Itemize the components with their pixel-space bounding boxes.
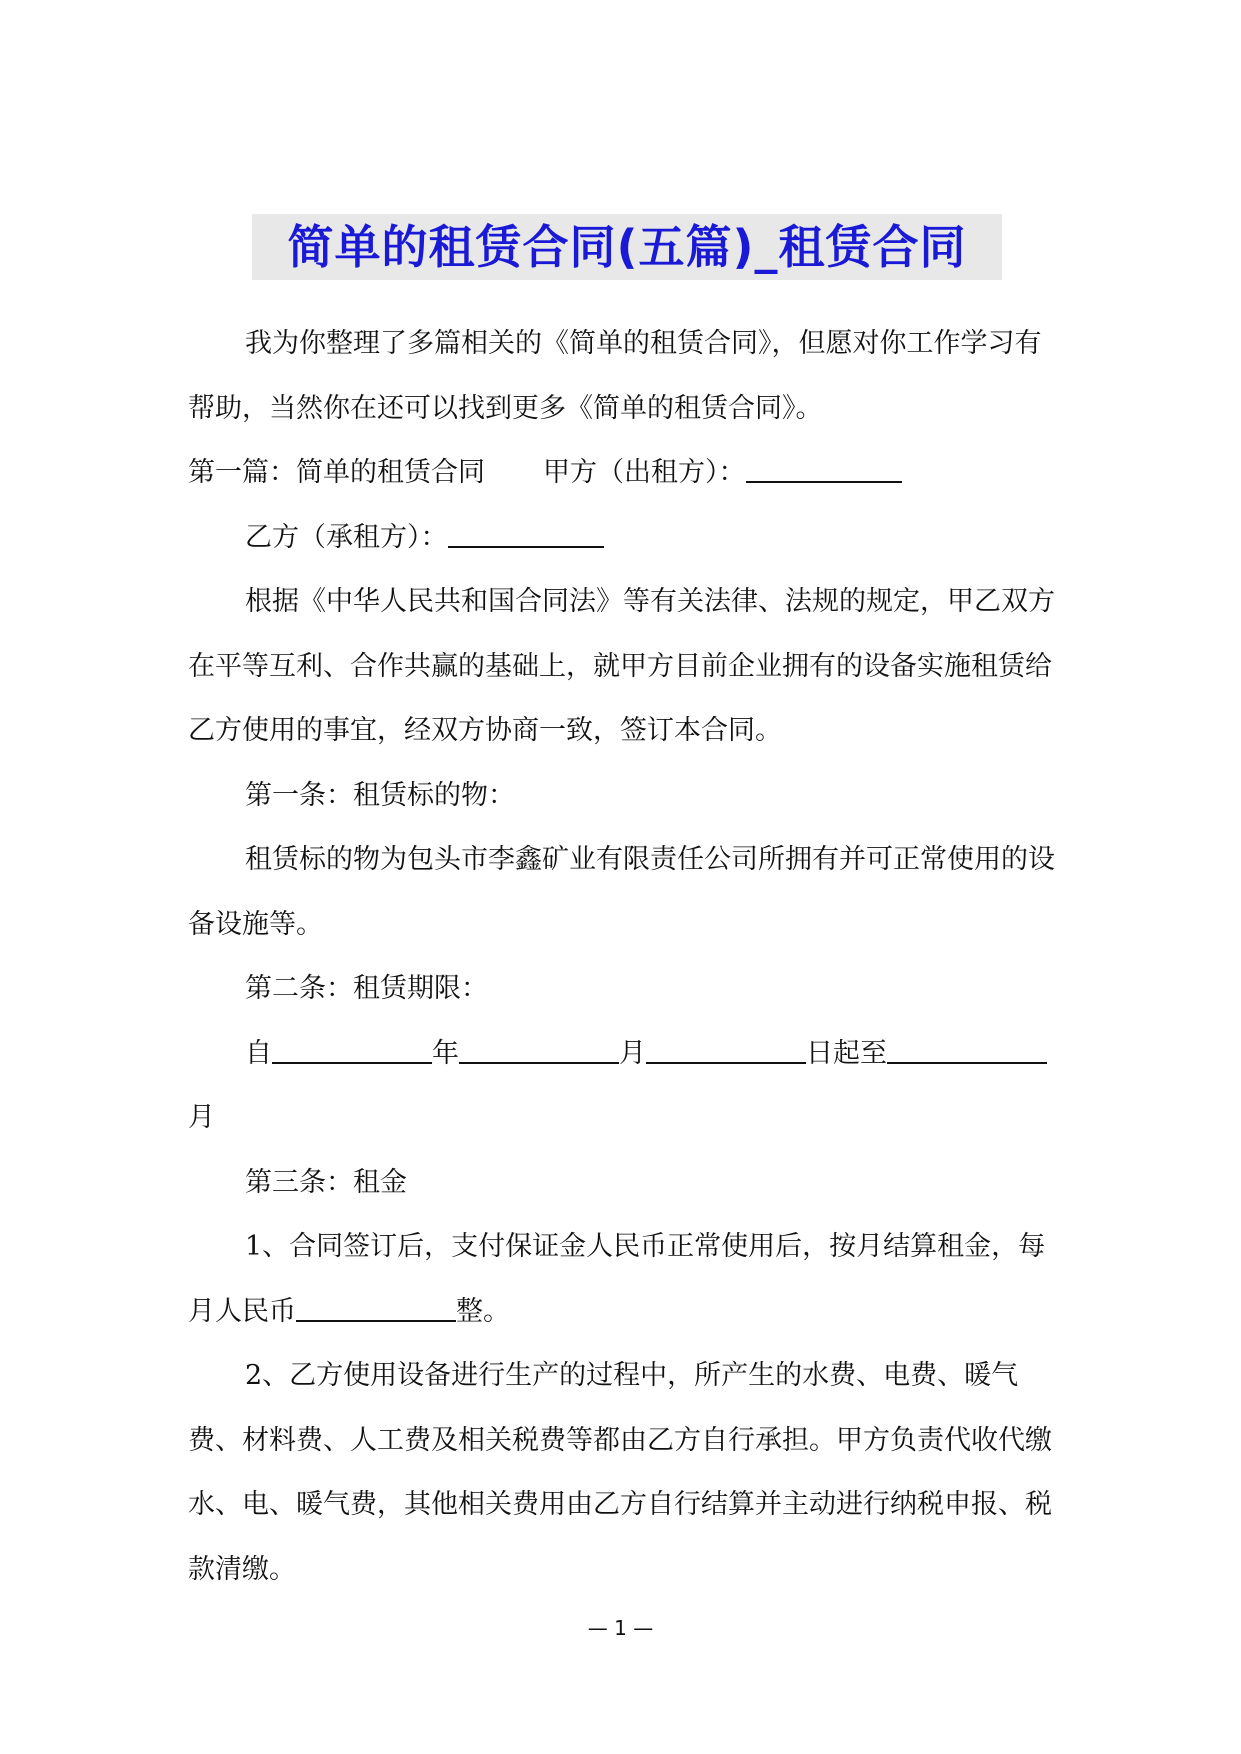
term-year-blank	[272, 1036, 432, 1064]
term-end-month-label: 月	[188, 1102, 215, 1133]
term-month-label: 月	[619, 1037, 646, 1069]
party-b-line	[188, 506, 1056, 571]
chapter1-title: 第一篇：简单的租赁合同	[188, 457, 485, 488]
rent-clause-1-end: 整。	[456, 1295, 510, 1327]
term-day-blank	[646, 1036, 806, 1064]
rent-clause-1-text: 1、合同签订后，支付保证金人民币正常使用后，按月结算租金，每月人民币	[188, 1231, 1046, 1327]
term-year-label: 年	[432, 1037, 459, 1069]
article2-heading: 第二条：租赁期限：	[245, 973, 488, 1004]
rent-clause-1	[188, 1215, 1056, 1344]
term-from-label: 自	[245, 1037, 272, 1069]
term-month-blank	[459, 1036, 619, 1064]
article1-heading: 第一条：租赁标的物：	[245, 779, 515, 811]
intro-paragraph: 我为你整理了多篇相关的《简单的租赁合同》，但愿对你工作学习有帮助，当然你在还可以找到更多《简单的租赁合同》。	[188, 328, 1042, 424]
basis-paragraph: 根据《中华人民共和国合同法》等有关法律、法规的规定，甲乙双方在平等互利、合作共赢的基础上，就甲方目前企业拥有的设备实施租赁给乙方使用的事宜，经双方协商一致，签订本合同。	[188, 586, 1055, 746]
term-end-blank	[887, 1036, 1047, 1064]
article1-body: 租赁标的物为包头市李鑫矿业有限责任公司所拥有并可正常使用的设备设施等。	[188, 844, 1055, 940]
party-b-label: 乙方（承租方）：	[245, 521, 448, 553]
rent-clause-2: 2、乙方使用设备进行生产的过程中，所产生的水费、电费、暖气费、材料费、人工费及相关税费等都由乙方自行承担。甲方负责代收代缴水、电、暖气费，其他相关费用由乙方自行结算并主动进行纳税申报、税款清缴。	[188, 1360, 1052, 1585]
chapter1-line	[188, 441, 1056, 506]
party-b-blank	[448, 520, 604, 548]
party-a-label: 甲方（出租方）：	[543, 457, 746, 488]
document-title: 简单的租赁合同(五篇)_租赁合同	[287, 220, 967, 274]
document-body	[188, 312, 1056, 1602]
monthly-rent-blank	[296, 1294, 456, 1322]
article3-heading: 第三条：租金	[245, 1166, 407, 1198]
term-line	[188, 1022, 1056, 1151]
term-day-to-label: 日起至	[806, 1037, 887, 1069]
party-a-blank	[746, 455, 902, 483]
page-number: — 1 —	[587, 1616, 654, 1640]
